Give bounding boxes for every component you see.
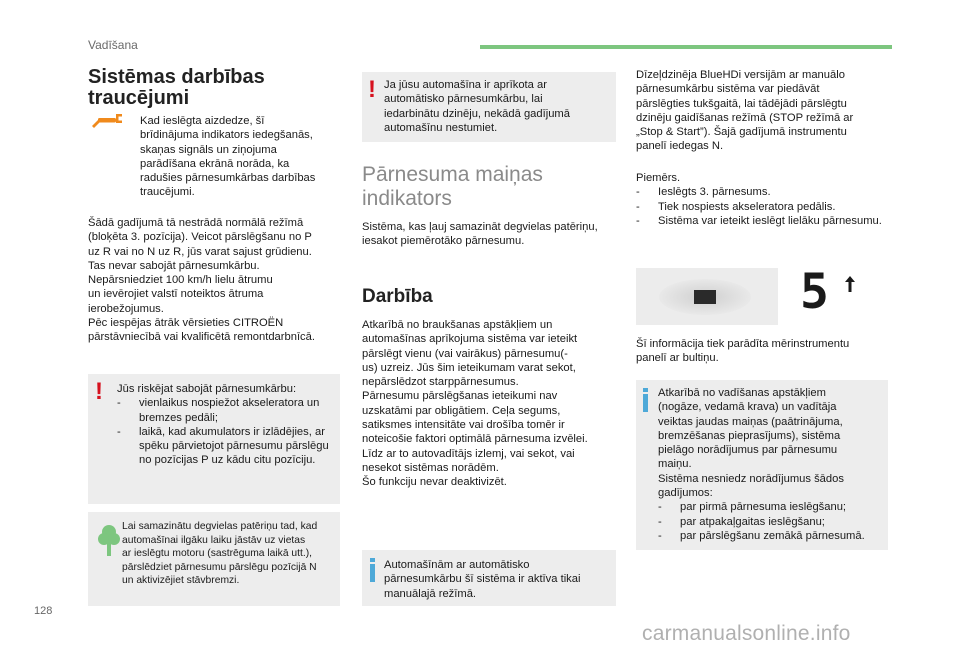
col2-title-line1: Pārnesuma maiņas [362, 163, 543, 186]
eco-tree-icon [98, 524, 120, 558]
col1-eco-box [88, 512, 340, 606]
section-label: Vadīšana [88, 38, 138, 52]
col3-info-box [636, 380, 888, 550]
list-item: - par pirmā pārnesuma ieslēgšanu; [658, 501, 847, 514]
arrow-up-icon [844, 276, 856, 292]
col2-intro: Sistēma, kas ļauj samazināt degvielas patēriņu, iesakot piemērotāko pārnesumu. [362, 221, 598, 248]
col3-intro: Dīzeļdzinēja BlueHDi versijām ar manuālo pārnesumkārbu sistēma var piedāvāt pārslēgties tukšgaitā, lai tādējādi pārslēgtu dzinēju gaidīšanas režīmā (STOP režīmā ar „Stop & Start”). Šajā gadījumā instrumentu panelī iedegas N. [636, 69, 854, 153]
info-icon [643, 388, 648, 412]
warning-exclamation-icon: ! [368, 76, 376, 103]
col1-title-line1: Sistēmas darbības [88, 66, 265, 88]
list-item: - Sistēma var ieteikt ieslēgt lielāku pārnesumu. [636, 214, 882, 227]
col1-warning-box [88, 374, 340, 504]
col2-body: Atkarībā no braukšanas apstākļiem un automašīnas aprīkojuma sistēma var ieteikt pārslēgt vienu (vai vairākus) pārnesumu(- us) uzreiz. Jūs šim ieteikumam varat sekot, nepārslēdzot starppārnesumus. Pārnesumu pārslēgšanas ieteikumi nav uzskatāmi par obligātiem. Ceļa segums, satiksmes intensitāte vai drošība tomēr ir noteicošie faktori optimālā pārnesuma izvēlei. Līdz ar to autovadītājs izlemj, vai sekot, vai nesekot sistēmas norādēm. Šo funkciju nevar deaktivizēt. [362, 319, 588, 489]
col1-title [88, 67, 338, 109]
list-item: - par atpakaļgaitas ieslēgšanu; [658, 515, 825, 528]
col2-title-line2: indikators [362, 187, 452, 210]
gear-display [778, 264, 886, 325]
col3-example-title: Piemērs. [636, 172, 681, 184]
col2-warning-box-text: Ja jūsu automašīna ir aprīkota ar automātisko pārnesumkārbu, lai iedarbinātu dzinēju, nekādā gadījumā automašīnu nestumiet. [384, 79, 570, 134]
col3-example [636, 171, 886, 228]
warning-exclamation-icon: ! [95, 378, 103, 405]
list-item: - Ieslēgts 3. pārnesums. [636, 186, 771, 199]
info-icon [370, 558, 375, 582]
col2-info-box-text: Automašīnām ar automātisko pārnesumkārbu šī sistēma ir aktīva tikai manuālajā režīmā. [384, 559, 581, 600]
list-item: - par pārslēgšanu zemākā pārnesumā. [658, 529, 865, 542]
col1-warning-box-intro: Jūs riskējat sabojāt pārnesumkārbu: [117, 383, 297, 395]
col3-info-box-intro: Atkarībā no vadīšanas apstākļiem (nogāze, vedamā krava) un vadītāja veiktas jaudas maiņas (paātrinājuma, bremzēšanas pieprasījums), sistēma pielāgo norādījumus par pārnesumu maiņu. Sistēma nesniedz norādījumus šādos gadījumos: [658, 387, 844, 500]
list-item: - laikā, kad akumulators ir izlādējies, ar spēku pārvietojot pārnesumu pārslēgu no pozīcijas P uz kādu citu pozīciju. [117, 425, 329, 467]
list-item: - vienlaikus nospiežot akseleratora un bremzes pedāli; [117, 397, 320, 424]
header-accent-bar [480, 45, 892, 49]
col1-eco-box-text: Lai samazinātu degvielas patēriņu tad, kad automašīnai ilgāku laiku jāstāv uz vietas ar ieslēgtu motoru (sastrēguma laikā utt.), pārslēdziet pārnesumu pārslēgu pozīcijā N un aktivizējiet stāvbremzi. [122, 521, 318, 586]
dashboard-icon [658, 278, 752, 316]
instrument-panel-illustration [636, 264, 886, 325]
gear-number: 5 [800, 264, 829, 320]
col3-caption: Šī informācija tiek parādīta mērinstrumentu panelī ar bultiņu. [636, 338, 850, 365]
col1-body: Šādā gadījumā tā nestrādā normālā režīmā (bloķēta 3. pozīcija). Veicot pārslēgšanu no P uz R vai no N uz R, jūs varat sajust grūdienu. Tas nevar sabojāt pārnesumkārbu. Nepārsniedziet 100 km/h lielu ātrumu un ievērojiet valstī noteiktos ātruma ierobežojumus. Pēc iespējas ātrāk vērsieties CITROËN pārstāvniecībā vai kvalificētā remontdarbnīcā. [88, 217, 315, 344]
watermark: carmanualsonline.info [642, 622, 851, 645]
col2-info-box [362, 550, 616, 606]
col2-warning-box [362, 72, 616, 142]
page-number: 128 [34, 605, 53, 617]
col1-title-line2: traucējumi [88, 87, 190, 109]
list-item: - Tiek nospiests akseleratora pedālis. [636, 200, 836, 213]
col1-warning-light-intro: Kad ieslēgta aizdedze, šī brīdinājuma indikators iedegšanās, skaņas signāls un ziņojuma parādīšana ekrānā norāda, ka radušies pārnesumkārbas darbības traucējumi. [140, 115, 316, 199]
col2-title [362, 163, 616, 211]
wrench-icon [92, 110, 124, 130]
col2-subtitle: Darbība [362, 286, 433, 307]
